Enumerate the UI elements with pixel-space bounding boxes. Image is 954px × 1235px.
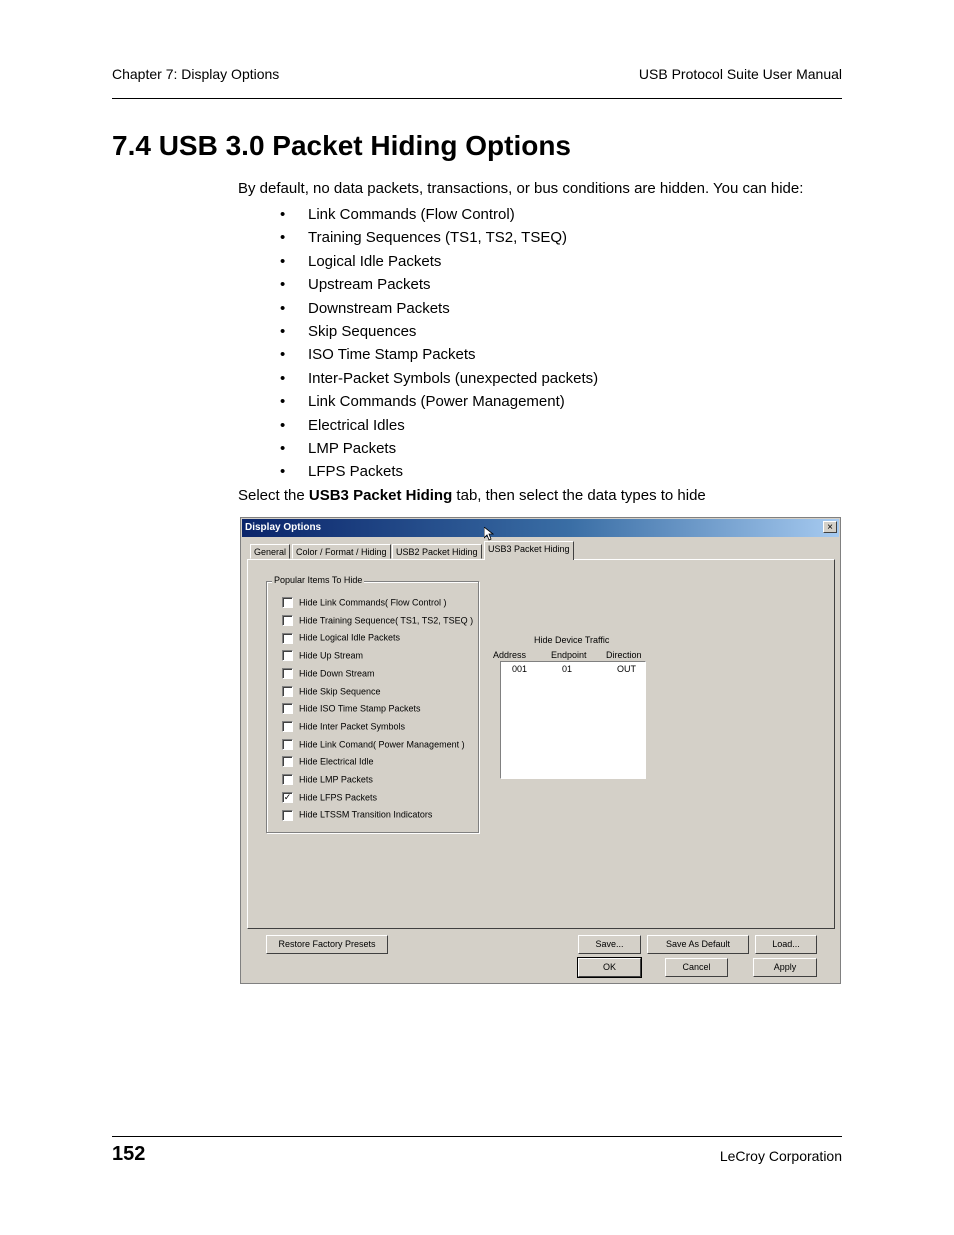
checkbox-unchecked[interactable] (282, 703, 293, 714)
hide-option-checkbox-row[interactable] (282, 686, 381, 700)
popular-items-group (266, 575, 479, 833)
list-item: • Training Sequences (TS1, TS2, TSEQ) (280, 228, 598, 251)
checkbox-unchecked[interactable] (282, 668, 293, 679)
hide-option-checkbox-row[interactable] (282, 721, 405, 735)
list-item: • ISO Time Stamp Packets (280, 345, 598, 368)
close-button[interactable] (823, 521, 837, 533)
device-traffic-title: Hide Device Traffic (534, 635, 610, 645)
checkbox-label: Hide Skip Sequence (299, 686, 381, 697)
checkbox-label: Hide Up Stream (299, 650, 364, 661)
list-item: • Link Commands (Power Management) (280, 392, 598, 415)
tab-usb2-packet-hiding[interactable]: USB2 Packet Hiding (392, 544, 482, 559)
close-icon: × (827, 522, 833, 533)
hide-option-checkbox-row[interactable] (282, 809, 432, 823)
hide-option-checkbox-row[interactable] (282, 668, 375, 682)
checkbox-label: Hide Link Commands( Flow Control ) (299, 597, 447, 608)
tab-color-format-hiding[interactable]: Color / Format / Hiding (292, 544, 391, 559)
list-item: • Link Commands (Flow Control) (280, 205, 598, 228)
checkbox-unchecked[interactable] (282, 597, 293, 608)
header-rule (112, 98, 842, 99)
list-item: • Skip Sequences (280, 322, 598, 345)
list-item: • Logical Idle Packets (280, 252, 598, 275)
hide-option-checkbox-row[interactable] (282, 703, 421, 717)
cell-endpoint[interactable]: 01 (562, 664, 573, 674)
column-address: Address (493, 650, 527, 660)
checkbox-unchecked[interactable] (282, 721, 293, 732)
mouse-pointer-icon (484, 527, 494, 541)
save-button[interactable]: Save... (578, 935, 641, 954)
save-as-default-button[interactable]: Save As Default (647, 935, 749, 954)
hide-option-checkbox-row[interactable] (282, 650, 363, 664)
checkbox-label: Hide ISO Time Stamp Packets (299, 703, 421, 714)
usb3-packet-hiding-panel (247, 559, 835, 929)
checkmark-icon: ✓ (283, 791, 292, 802)
ok-button[interactable]: OK (578, 958, 641, 977)
list-item: • Upstream Packets (280, 275, 598, 298)
hide-option-checkbox-row[interactable] (282, 739, 465, 753)
instruction-tab-name: USB3 Packet Hiding (308, 487, 453, 504)
column-endpoint: Endpoint (551, 650, 587, 660)
checkbox-label: Hide Electrical Idle (299, 756, 374, 767)
checkbox-unchecked[interactable] (282, 756, 293, 767)
checkbox-unchecked[interactable] (282, 686, 293, 697)
checkbox-unchecked[interactable] (282, 650, 293, 661)
load-button[interactable]: Load... (755, 935, 817, 954)
checkbox-label: Hide LMP Packets (299, 774, 373, 785)
checkbox-label: Hide Down Stream (299, 668, 375, 679)
hide-option-checkbox-row[interactable] (282, 756, 374, 770)
header-chapter: Chapter 7: Display Options (112, 66, 280, 82)
checkbox-label: Hide LFPS Packets (299, 792, 378, 803)
hide-options-list (280, 205, 598, 486)
footer-company: LeCroy Corporation (719, 1148, 842, 1164)
header-manual-title: USB Protocol Suite User Manual (638, 66, 842, 82)
checkbox-unchecked[interactable] (282, 810, 293, 821)
tab-usb3-packet-hiding[interactable]: USB3 Packet Hiding (484, 541, 574, 560)
restore-factory-presets-button[interactable]: Restore Factory Presets (266, 935, 388, 954)
checkbox-unchecked[interactable] (282, 774, 293, 785)
checkbox-label: Hide Inter Packet Symbols (299, 721, 406, 732)
cancel-button[interactable]: Cancel (665, 958, 728, 977)
tab-general[interactable]: General (250, 544, 290, 559)
checkbox-unchecked[interactable] (282, 739, 293, 750)
dialog-titlebar[interactable] (242, 519, 839, 537)
cell-direction[interactable]: OUT (617, 664, 636, 674)
instruction-line (238, 487, 706, 504)
intro-paragraph: By default, no data packets, transactions, or bus conditions are hidden. You can hide: (238, 180, 804, 197)
checkbox-unchecked[interactable] (282, 615, 293, 626)
dialog-title: Display Options (245, 522, 322, 533)
checkbox-checked[interactable] (282, 792, 293, 803)
instruction-suffix: tab, then select the data types to hide (452, 487, 706, 504)
hide-option-checkbox-row[interactable] (282, 774, 373, 788)
group-title: Popular Items To Hide (274, 575, 363, 585)
display-options-dialog (240, 517, 841, 984)
cell-address[interactable]: 001 (512, 664, 528, 674)
page-number: 152 (112, 1143, 146, 1165)
hide-option-checkbox-row[interactable] (282, 632, 400, 646)
list-item: • LFPS Packets (280, 462, 598, 485)
list-item: • LMP Packets (280, 439, 598, 462)
checkbox-unchecked[interactable] (282, 633, 293, 644)
hide-option-checkbox-row[interactable] (282, 615, 473, 629)
hide-option-checkbox-row[interactable] (282, 792, 377, 806)
list-item: • Electrical Idles (280, 416, 598, 439)
column-direction: Direction (606, 650, 642, 660)
section-title: 7.4 USB 3.0 Packet Hiding Options (112, 130, 572, 161)
checkbox-label: Hide Logical Idle Packets (299, 633, 401, 644)
checkbox-label: Hide LTSSM Transition Indicators (299, 810, 433, 821)
list-item: • Downstream Packets (280, 299, 598, 322)
footer-rule (112, 1136, 842, 1137)
apply-button[interactable]: Apply (753, 958, 817, 977)
device-traffic-list[interactable] (500, 661, 646, 779)
checkbox-label: Hide Training Sequence( TS1, TS2, TSEQ ) (299, 615, 474, 626)
list-item: • Inter-Packet Symbols (unexpected packets) (280, 369, 598, 392)
checkbox-label: Hide Link Comand( Power Management ) (299, 739, 465, 750)
hide-option-checkbox-row[interactable] (282, 597, 447, 611)
instruction-prefix: Select the (238, 487, 309, 504)
